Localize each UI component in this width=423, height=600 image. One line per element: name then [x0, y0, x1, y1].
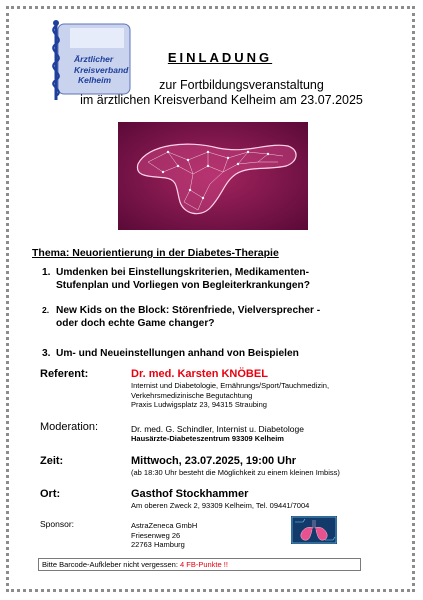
agenda-number: 3.	[42, 348, 51, 359]
referent-block	[131, 368, 329, 410]
pancreas-illustration	[118, 122, 308, 230]
sponsor-block	[131, 521, 197, 550]
agenda-number: 2.	[42, 305, 50, 315]
moderator-name: Dr. med. G. Schindler, Internist u. Diabetologe	[131, 424, 304, 434]
intro-line-2: im ärztlichen Kreisverband Kelheim am 23.07.2025	[80, 93, 363, 107]
moderation-block	[131, 424, 304, 444]
venue-address: Am oberen Zweck 2, 93309 Kelheim, Tel. 09441/7004	[131, 501, 310, 510]
sponsor-company: AstraZeneca GmbH	[131, 521, 198, 530]
lungs-illustration	[291, 516, 337, 544]
sponsor-city: 22763 Hamburg	[131, 540, 185, 549]
moderation-center: Hausärzte-Diabeteszentrum 93309 Kelheim	[131, 434, 284, 443]
reminder-text: Bitte Barcode-Aufkleber nicht vergessen:	[42, 560, 180, 569]
logo-text-line2: Kreisverband	[74, 64, 129, 75]
referent-assessment: Verkehrsmedizinische Begutachtung	[131, 390, 253, 400]
agenda-item	[42, 304, 321, 330]
agenda-text: Um- und Neueinstellungen anhand von Beispielen	[56, 348, 299, 359]
agenda-number: 1.	[42, 267, 51, 278]
agenda-text: Stufenplan und Vorliegen von Begleiterkrankungen?	[56, 280, 310, 291]
referent-specialty: Internist und Diabetologie, Ernährungs/Sport/Tauchmedizin,	[131, 381, 330, 390]
time-label: Zeit:	[40, 455, 64, 467]
agenda-text: New Kids on the Block: Störenfriede, Vielversprecher -	[56, 305, 321, 316]
page-title: EINLADUNG	[167, 50, 273, 65]
agenda-text: oder doch echte Game changer?	[56, 318, 215, 329]
sponsor-street: Friesenweg 26	[131, 530, 181, 540]
moderation-label: Moderation:	[40, 421, 99, 433]
snack-note: (ab 18:30 Uhr besteht die Möglichkeit zu einem kleinen Imbiss)	[131, 468, 340, 477]
time-block	[131, 455, 340, 478]
agenda-text: Umdenken bei Einstellungskriterien, Medikamenten-	[56, 267, 310, 278]
venue-name: Gasthof Stockhammer	[131, 488, 249, 500]
barcode-reminder	[38, 558, 361, 571]
location-block	[131, 488, 309, 511]
referent-name: Dr. med. Karsten KNÖBEL	[131, 368, 268, 380]
cme-points: 4 FB-Punkte !!	[180, 560, 228, 569]
agenda-item	[42, 266, 310, 292]
agenda-item	[42, 347, 299, 360]
referent-address: Praxis Ludwigsplatz 23, 94315 Straubing	[131, 400, 267, 409]
referent-label: Referent:	[40, 368, 89, 380]
location-label: Ort:	[40, 488, 61, 500]
theme-heading: Thema: Neuorientierung in der Diabetes-Therapie	[32, 247, 279, 259]
sponsor-label: Sponsor:	[40, 519, 75, 529]
logo-text-line3: Kelheim	[78, 75, 112, 85]
event-datetime: Mittwoch, 23.07.2025, 19:00 Uhr	[131, 455, 297, 467]
logo-text-line1: Ärztlicher	[74, 54, 114, 64]
intro-line-1: zur Fortbildungsveranstaltung	[159, 78, 324, 92]
